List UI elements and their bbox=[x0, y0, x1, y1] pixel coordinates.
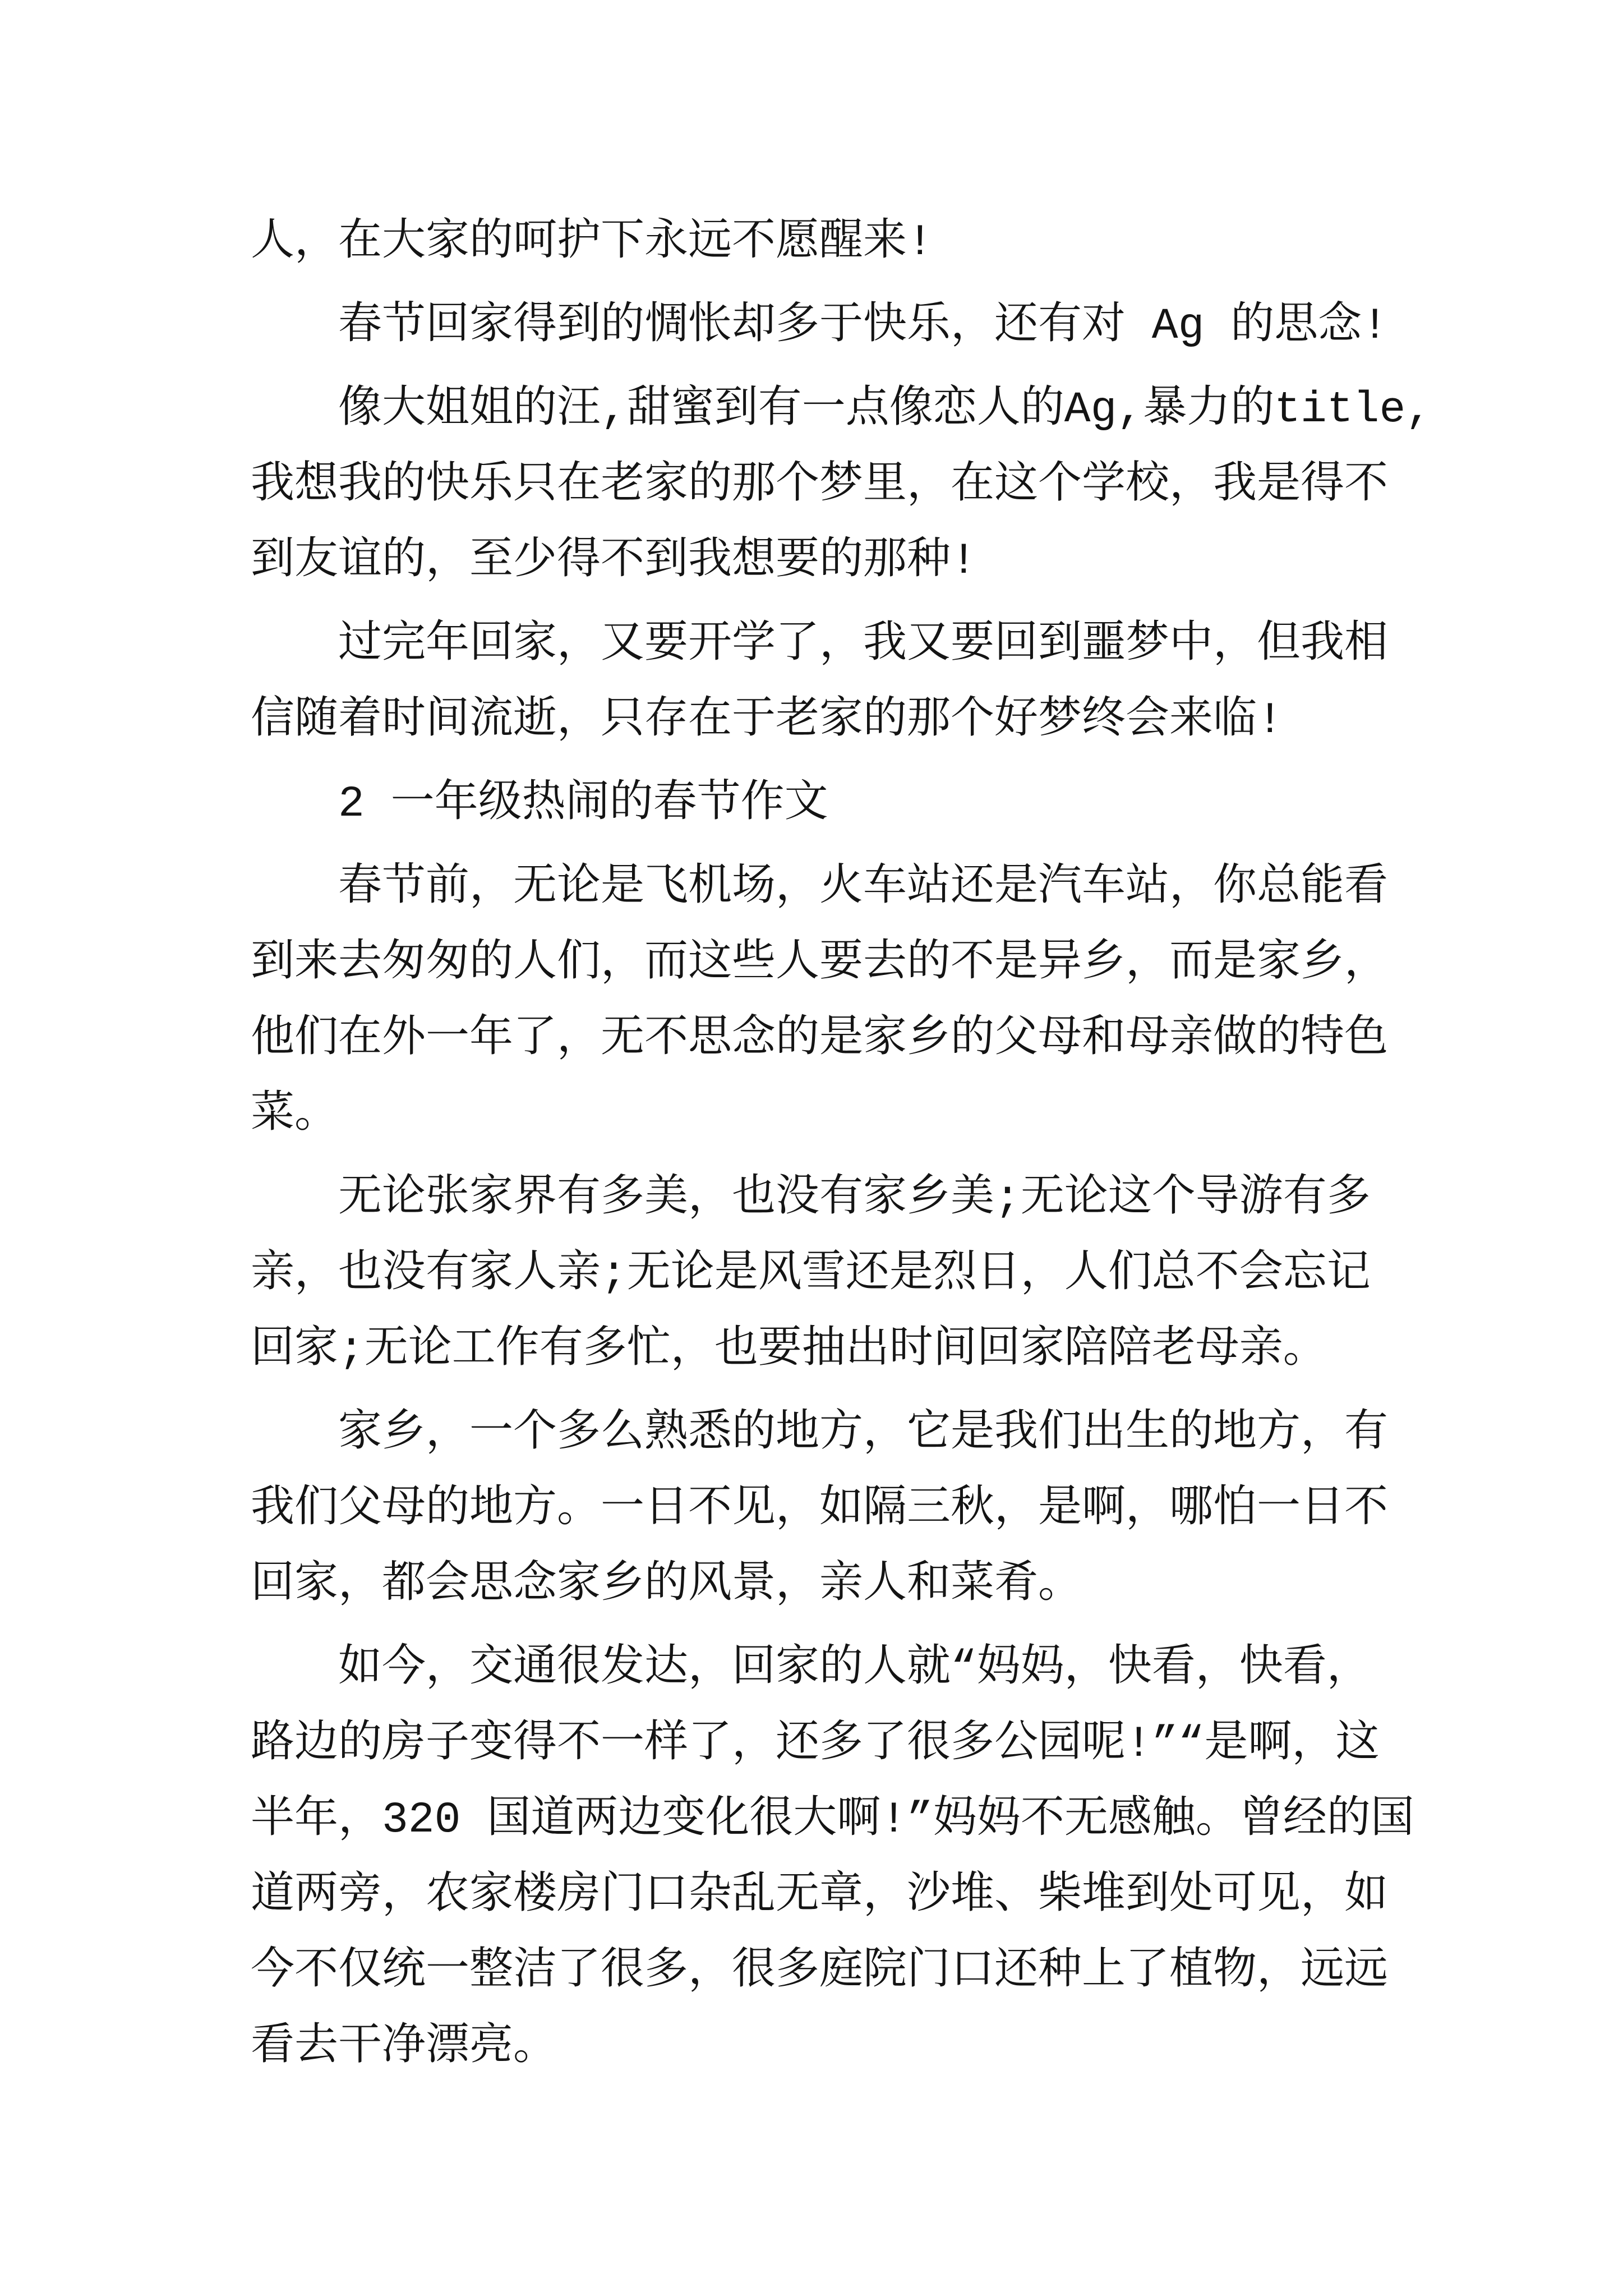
paragraph-line: 信随着时间流逝，只存在于老家的那个好梦终会来临! bbox=[251, 696, 1283, 746]
paragraph-line: 今不仅统一整洁了很多，很多庭院门口还种上了植物，远远 bbox=[251, 1947, 1389, 1996]
paragraph-line: 到友谊的，至少得不到我想要的那种! bbox=[251, 537, 977, 586]
paragraph-line: 我想我的快乐只在老家的那个梦里，在这个学校，我是得不 bbox=[251, 461, 1389, 510]
paragraph-line: 过完年回家，又要开学了，我又要回到噩梦中，但我相 bbox=[338, 620, 1389, 670]
paragraph bbox=[251, 608, 1484, 759]
paragraph-line: 像大姐姐的汪,甜蜜到有一点像恋人的Ag,暴力的title, bbox=[338, 385, 1432, 435]
paragraph bbox=[251, 1161, 1484, 1388]
paragraph-line: 半年，320 国道两边变化很大啊!”妈妈不无感触。曾经的国 bbox=[251, 1796, 1414, 1845]
paragraph-line: 如今，交通很发达，回家的人就“妈妈，快看，快看， bbox=[338, 1644, 1371, 1694]
paragraph-line: 他们在外一年了，无不思念的是家乡的父母和母亲做的特色 bbox=[251, 1015, 1389, 1064]
paragraph-line: 亲，也没有家人亲;无论是风雪还是烈日，人们总不会忘记 bbox=[251, 1250, 1371, 1299]
paragraph bbox=[251, 289, 1484, 365]
paragraph-line: 到来去匆匆的人们，而这些人要去的不是异乡，而是家乡， bbox=[251, 939, 1389, 988]
paragraph-line: 人，在大家的呵护下永远不愿醒来! bbox=[251, 218, 933, 268]
paragraph-line: 道两旁，农家楼房门口杂乱无章，沙堆、柴堆到处可见，如 bbox=[251, 1871, 1389, 1921]
paragraph-line: 回家，都会思念家乡的风景，亲人和菜肴。 bbox=[251, 1561, 1082, 1610]
paragraph-line: 路边的房子变得不一样了，还多了很多公园呢!”“是啊，这 bbox=[251, 1720, 1380, 1769]
paragraph-line: 回家;无论工作有多忙，也要抽出时间回家陪陪老母亲。 bbox=[251, 1326, 1327, 1375]
paragraph-line: 无论张家界有多美，也没有家乡美;无论这个导游有多 bbox=[338, 1174, 1371, 1223]
paragraph-line: 家乡，一个多么熟悉的地方，它是我们出生的地方，有 bbox=[338, 1409, 1389, 1458]
paragraph bbox=[251, 372, 1484, 600]
paragraph bbox=[251, 1396, 1484, 1623]
paragraph-line: 菜。 bbox=[251, 1091, 339, 1140]
paragraph-line: 春节前，无论是飞机场，火车站还是汽车站，你总能看 bbox=[338, 863, 1389, 913]
paragraph-line: 我们父母的地方。一日不见，如隔三秋，是啊，哪怕一日不 bbox=[251, 1485, 1389, 1534]
paragraph-line: 春节回家得到的惆怅却多于快乐，还有对 Ag 的思念! bbox=[338, 302, 1389, 351]
paragraph bbox=[251, 1631, 1484, 2086]
paragraph bbox=[251, 205, 1484, 281]
paragraph bbox=[251, 850, 1484, 1153]
paragraph-line: 看去干净漂亮。 bbox=[251, 2023, 557, 2072]
section-heading bbox=[251, 767, 1484, 843]
section-heading-text: 2 一年级热闹的春节作文 bbox=[338, 780, 828, 829]
document-body bbox=[251, 205, 1484, 2093]
